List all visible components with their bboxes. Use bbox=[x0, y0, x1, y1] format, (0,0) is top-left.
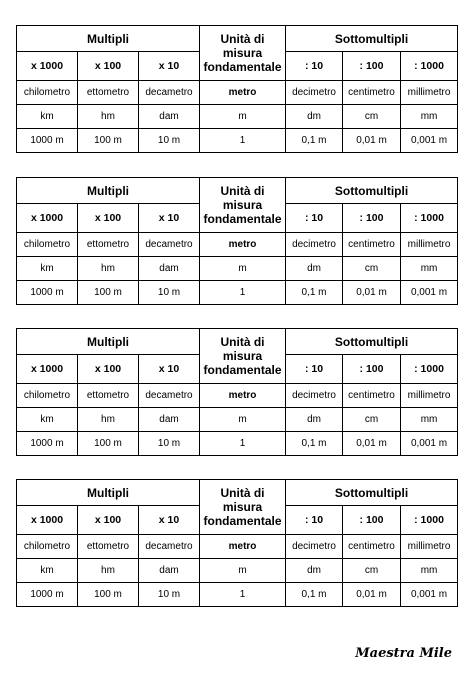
unit-value-cell: 0,1 m bbox=[286, 281, 343, 305]
unit-symbol-cell: cm bbox=[343, 408, 401, 432]
unit-symbol-cell: hm bbox=[78, 408, 139, 432]
values-row bbox=[17, 129, 458, 153]
unit-name-cell: chilometro bbox=[17, 81, 78, 105]
operation-cell: x 100 bbox=[78, 52, 139, 81]
unit-symbol-cell: dam bbox=[139, 408, 200, 432]
unit-name-cell: decimetro bbox=[286, 81, 343, 105]
unit-value-cell: 1 bbox=[200, 432, 286, 456]
unit-value-cell: 1 bbox=[200, 281, 286, 305]
unit-name-cell: millimetro bbox=[401, 81, 458, 105]
unit-name-cell: millimetro bbox=[401, 384, 458, 408]
values-row bbox=[17, 281, 458, 305]
unit-symbol-cell: hm bbox=[78, 257, 139, 281]
operation-cell: : 1000 bbox=[401, 204, 458, 233]
unit-name-cell: metro bbox=[200, 233, 286, 257]
unit-value-cell: 10 m bbox=[139, 583, 200, 607]
unit-value-cell: 1000 m bbox=[17, 583, 78, 607]
conversion-table bbox=[16, 479, 458, 607]
unit-name-cell: centimetro bbox=[343, 233, 401, 257]
unit-value-cell: 1000 m bbox=[17, 281, 78, 305]
unit-symbol-cell: km bbox=[17, 105, 78, 129]
operation-cell: : 10 bbox=[286, 506, 343, 535]
unit-symbol-cell: dm bbox=[286, 408, 343, 432]
header-row bbox=[17, 178, 458, 204]
unit-symbol-cell: dam bbox=[139, 559, 200, 583]
operation-cell: x 10 bbox=[139, 355, 200, 384]
unit-name-cell: centimetro bbox=[343, 384, 401, 408]
unit-name-cell: decametro bbox=[139, 81, 200, 105]
operation-cell: : 10 bbox=[286, 204, 343, 233]
unit-name-cell: ettometro bbox=[78, 384, 139, 408]
unit-symbol-cell: mm bbox=[401, 559, 458, 583]
multipli-header: Multipli bbox=[17, 26, 200, 52]
operation-cell: x 1000 bbox=[17, 52, 78, 81]
unit-symbol-cell: hm bbox=[78, 105, 139, 129]
unit-value-cell: 0,1 m bbox=[286, 432, 343, 456]
symbols-row bbox=[17, 408, 458, 432]
header-row bbox=[17, 26, 458, 52]
unit-value-cell: 10 m bbox=[139, 432, 200, 456]
unit-value-cell: 0,01 m bbox=[343, 583, 401, 607]
unit-symbol-cell: dam bbox=[139, 105, 200, 129]
unit-name-cell: decametro bbox=[139, 384, 200, 408]
unit-name-cell: decametro bbox=[139, 233, 200, 257]
operation-cell: x 1000 bbox=[17, 204, 78, 233]
operation-cell: x 100 bbox=[78, 506, 139, 535]
unit-value-cell: 0,1 m bbox=[286, 583, 343, 607]
operation-cell: x 10 bbox=[139, 506, 200, 535]
unit-name-cell: decimetro bbox=[286, 233, 343, 257]
operation-cell: x 10 bbox=[139, 52, 200, 81]
unit-name-cell: chilometro bbox=[17, 384, 78, 408]
unit-value-cell: 0,01 m bbox=[343, 432, 401, 456]
sottomultipli-header: Sottomultipli bbox=[286, 329, 458, 355]
unit-symbol-cell: mm bbox=[401, 257, 458, 281]
base-unit-header: Unità di misura fondamentale bbox=[200, 178, 286, 233]
unit-name-cell: chilometro bbox=[17, 233, 78, 257]
unit-value-cell: 10 m bbox=[139, 281, 200, 305]
unit-symbol-cell: km bbox=[17, 559, 78, 583]
symbols-row bbox=[17, 257, 458, 281]
unit-value-cell: 100 m bbox=[78, 281, 139, 305]
unit-value-cell: 0,001 m bbox=[401, 281, 458, 305]
names-row bbox=[17, 233, 458, 257]
unit-value-cell: 0,1 m bbox=[286, 129, 343, 153]
operation-cell: : 10 bbox=[286, 355, 343, 384]
conversion-table bbox=[16, 328, 458, 456]
names-row bbox=[17, 384, 458, 408]
unit-symbol-cell: m bbox=[200, 257, 286, 281]
unit-value-cell: 1 bbox=[200, 583, 286, 607]
unit-value-cell: 100 m bbox=[78, 432, 139, 456]
unit-value-cell: 0,001 m bbox=[401, 129, 458, 153]
unit-symbol-cell: cm bbox=[343, 559, 401, 583]
unit-name-cell: metro bbox=[200, 384, 286, 408]
symbols-row bbox=[17, 559, 458, 583]
unit-value-cell: 1 bbox=[200, 129, 286, 153]
unit-value-cell: 1000 m bbox=[17, 432, 78, 456]
sottomultipli-header: Sottomultipli bbox=[286, 178, 458, 204]
unit-name-cell: centimetro bbox=[343, 535, 401, 559]
values-row bbox=[17, 583, 458, 607]
unit-value-cell: 100 m bbox=[78, 583, 139, 607]
operation-cell: : 100 bbox=[343, 355, 401, 384]
sottomultipli-header: Sottomultipli bbox=[286, 480, 458, 506]
unit-symbol-cell: dam bbox=[139, 257, 200, 281]
unit-symbol-cell: hm bbox=[78, 559, 139, 583]
unit-name-cell: ettometro bbox=[78, 535, 139, 559]
unit-name-cell: ettometro bbox=[78, 233, 139, 257]
operation-cell: x 1000 bbox=[17, 506, 78, 535]
unit-value-cell: 1000 m bbox=[17, 129, 78, 153]
unit-name-cell: decametro bbox=[139, 535, 200, 559]
unit-symbol-cell: dm bbox=[286, 559, 343, 583]
symbols-row bbox=[17, 105, 458, 129]
multipli-header: Multipli bbox=[17, 329, 200, 355]
operation-cell: x 10 bbox=[139, 204, 200, 233]
operation-cell: : 1000 bbox=[401, 506, 458, 535]
unit-name-cell: decimetro bbox=[286, 384, 343, 408]
unit-name-cell: metro bbox=[200, 535, 286, 559]
unit-symbol-cell: m bbox=[200, 408, 286, 432]
unit-symbol-cell: mm bbox=[401, 408, 458, 432]
unit-symbol-cell: km bbox=[17, 408, 78, 432]
conversion-table bbox=[16, 25, 458, 153]
unit-symbol-cell: m bbox=[200, 559, 286, 583]
unit-symbol-cell: dm bbox=[286, 105, 343, 129]
unit-value-cell: 0,01 m bbox=[343, 129, 401, 153]
unit-name-cell: centimetro bbox=[343, 81, 401, 105]
unit-value-cell: 0,01 m bbox=[343, 281, 401, 305]
base-unit-header: Unità di misura fondamentale bbox=[200, 329, 286, 384]
header-row bbox=[17, 480, 458, 506]
unit-symbol-cell: m bbox=[200, 105, 286, 129]
operation-cell: x 1000 bbox=[17, 355, 78, 384]
unit-symbol-cell: cm bbox=[343, 257, 401, 281]
unit-name-cell: chilometro bbox=[17, 535, 78, 559]
signature: Maestra Mile bbox=[355, 646, 452, 661]
unit-symbol-cell: cm bbox=[343, 105, 401, 129]
operation-cell: x 100 bbox=[78, 355, 139, 384]
operation-cell: : 1000 bbox=[401, 52, 458, 81]
operation-cell: : 1000 bbox=[401, 355, 458, 384]
conversion-table bbox=[16, 177, 458, 305]
header-row bbox=[17, 329, 458, 355]
operation-cell: : 100 bbox=[343, 204, 401, 233]
names-row bbox=[17, 535, 458, 559]
operation-cell: x 100 bbox=[78, 204, 139, 233]
multipli-header: Multipli bbox=[17, 480, 200, 506]
operation-cell: : 10 bbox=[286, 52, 343, 81]
unit-name-cell: millimetro bbox=[401, 233, 458, 257]
unit-name-cell: decimetro bbox=[286, 535, 343, 559]
unit-symbol-cell: dm bbox=[286, 257, 343, 281]
base-unit-header: Unità di misura fondamentale bbox=[200, 480, 286, 535]
unit-name-cell: ettometro bbox=[78, 81, 139, 105]
multipli-header: Multipli bbox=[17, 178, 200, 204]
operation-cell: : 100 bbox=[343, 506, 401, 535]
unit-value-cell: 0,001 m bbox=[401, 583, 458, 607]
unit-name-cell: metro bbox=[200, 81, 286, 105]
unit-symbol-cell: km bbox=[17, 257, 78, 281]
unit-name-cell: millimetro bbox=[401, 535, 458, 559]
names-row bbox=[17, 81, 458, 105]
operation-cell: : 100 bbox=[343, 52, 401, 81]
unit-value-cell: 0,001 m bbox=[401, 432, 458, 456]
sottomultipli-header: Sottomultipli bbox=[286, 26, 458, 52]
unit-value-cell: 10 m bbox=[139, 129, 200, 153]
base-unit-header: Unità di misura fondamentale bbox=[200, 26, 286, 81]
values-row bbox=[17, 432, 458, 456]
unit-value-cell: 100 m bbox=[78, 129, 139, 153]
unit-symbol-cell: mm bbox=[401, 105, 458, 129]
